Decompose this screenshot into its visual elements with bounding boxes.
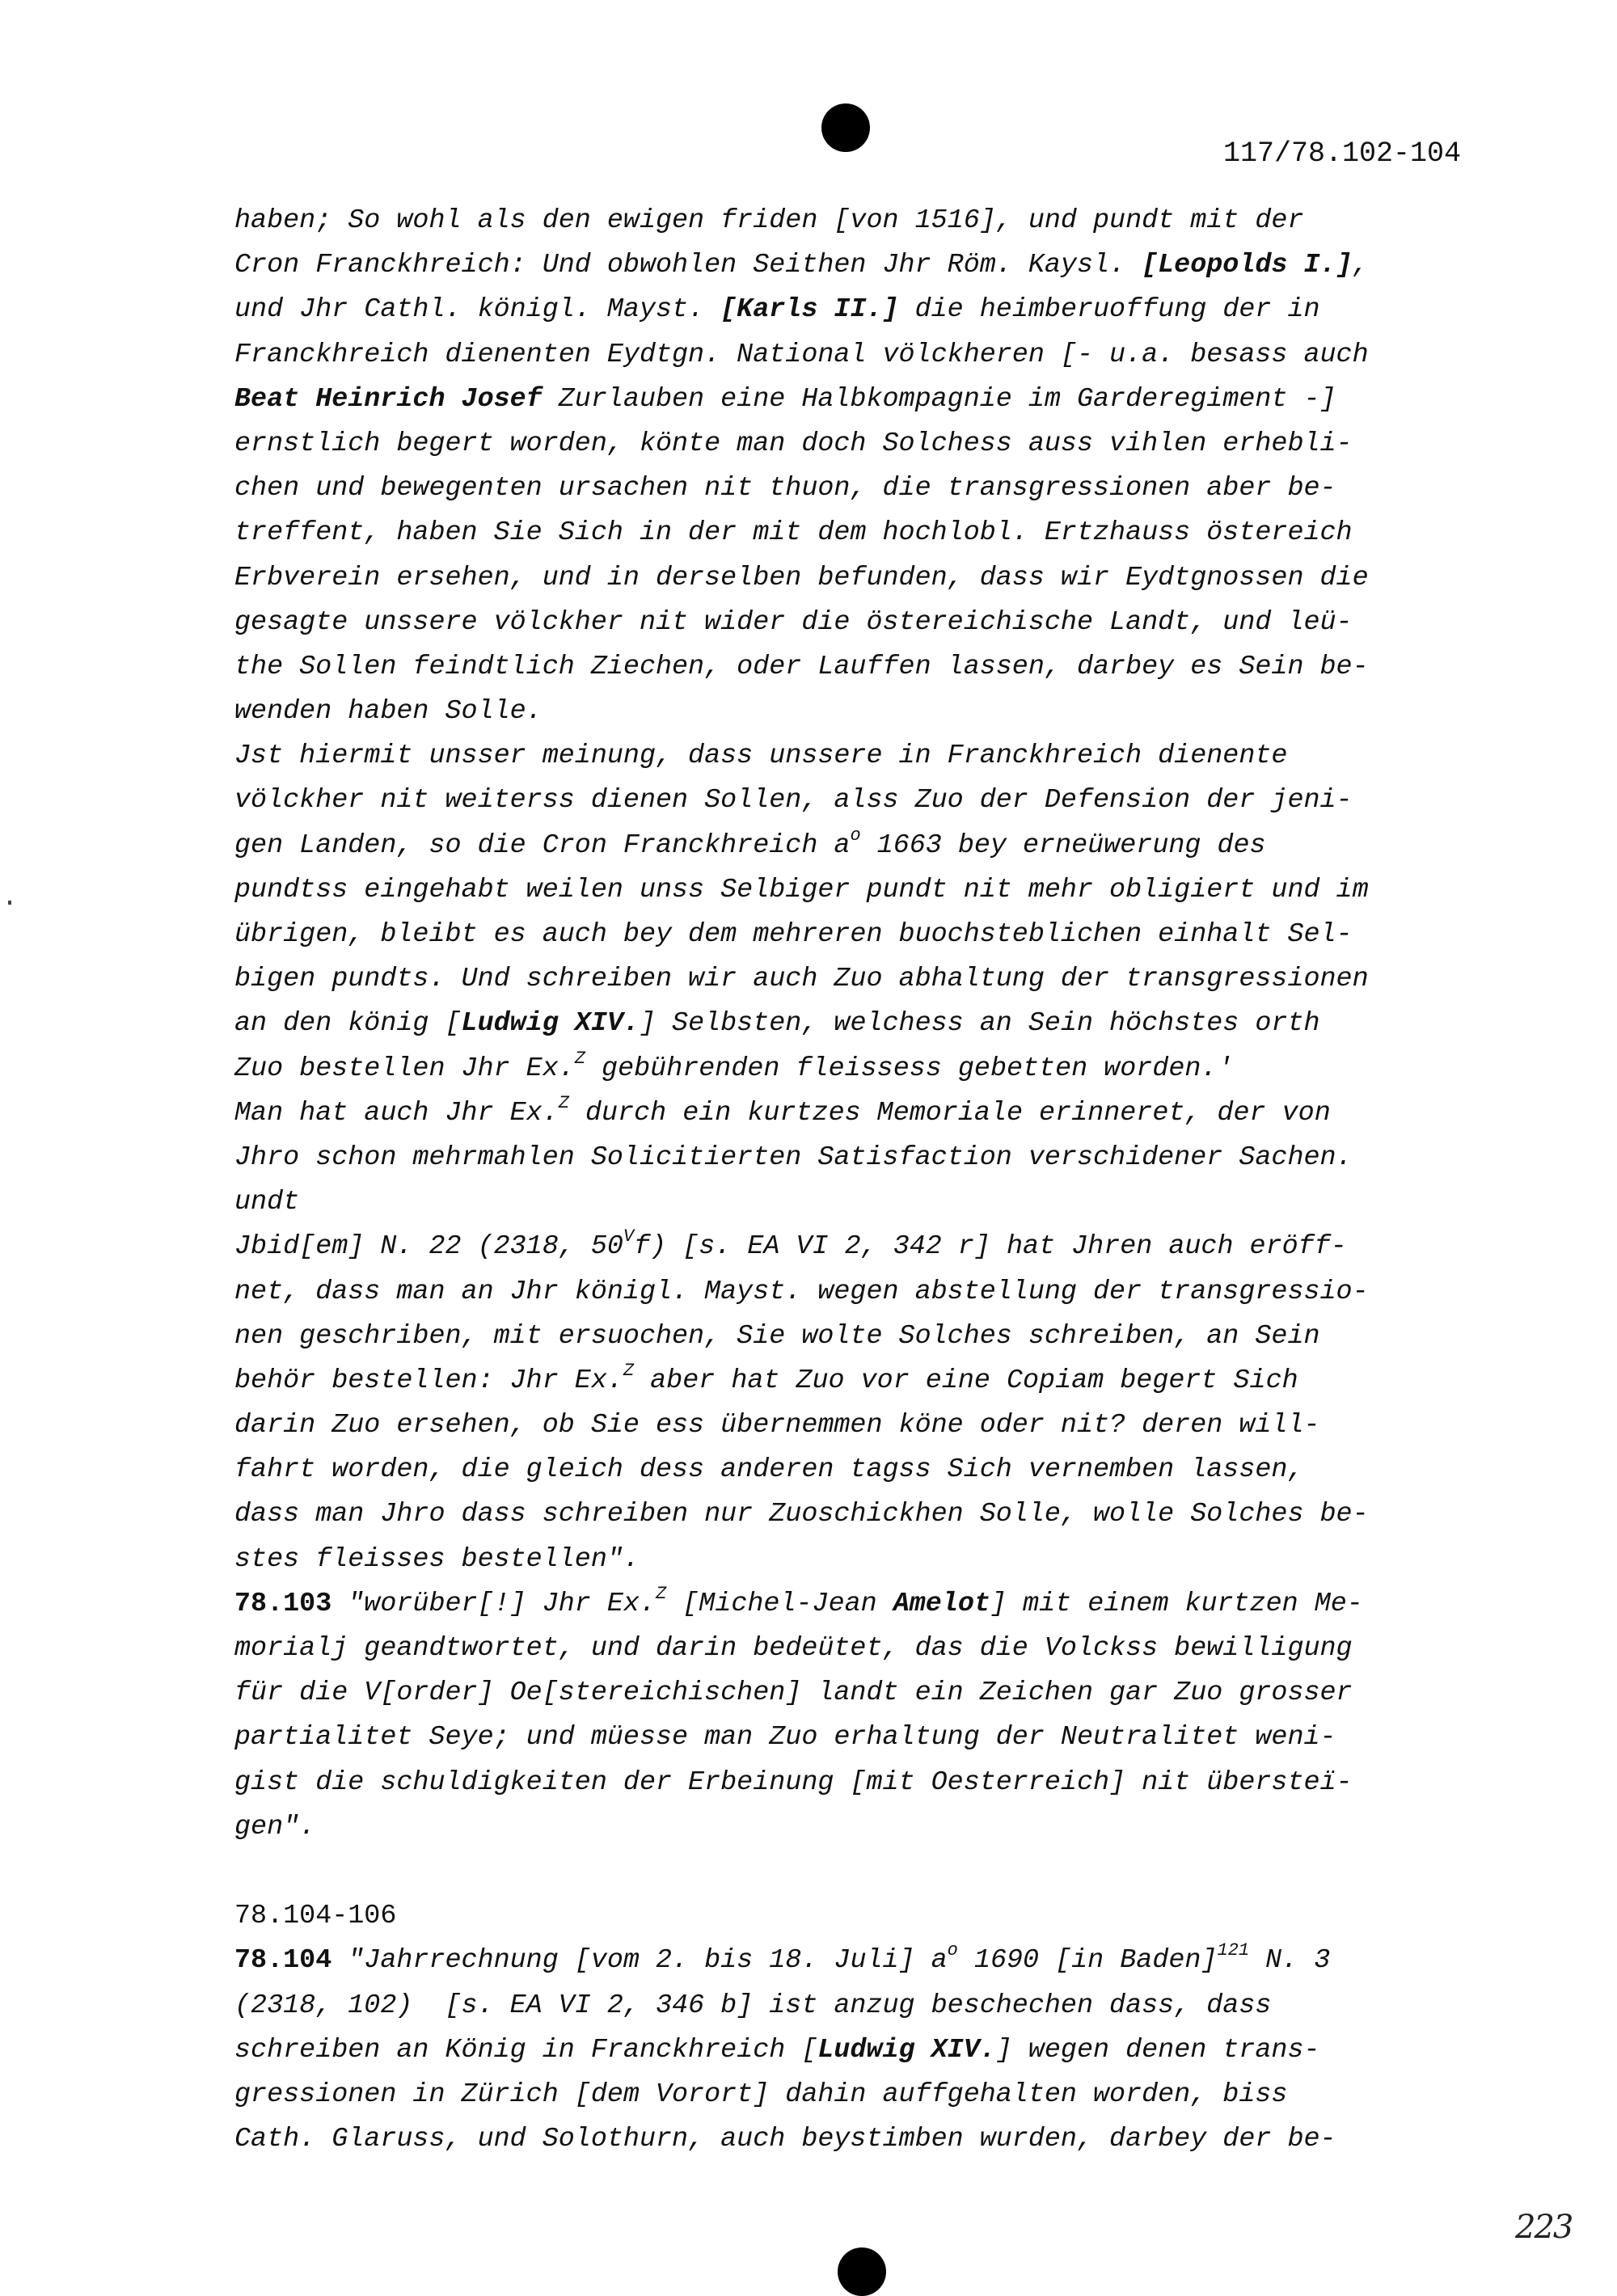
text-line: und Jhr Cathl. königl. Mayst. [Karls II.] die heimberuoffung der in	[234, 294, 1320, 326]
text-line: gen".	[234, 1811, 316, 1842]
bold-name: Ludwig XIV.	[817, 2034, 996, 2066]
text-line: Zuo bestellen Jhr Ex.$^Z$ gebührenden fleissess gebetten worden.'	[234, 1048, 1234, 1084]
text-line: pundtss eingehabt weilen unss Selbiger pundt nit mehr obligiert und im	[234, 874, 1369, 905]
punch-hole-top	[821, 103, 870, 152]
text-line: Cath. Glaruss, und Solothurn, auch beystimben wurden, darbey der be-	[234, 2124, 1336, 2155]
text-line: Erbverein ersehen, und in derselben befunden, dass wir Eydtgnossen die	[234, 562, 1369, 593]
bold-name: [Leopolds I.]	[1142, 250, 1353, 281]
text-line: morialj geandtwortet, und darin bedeütet, das die Volckss bewilligung	[234, 1633, 1353, 1664]
text-line: schreiben an König in Franckhreich [Ludwig XIV.] wegen denen trans-	[234, 2034, 1320, 2066]
text-line: stes fleisses bestellen".	[234, 1543, 640, 1575]
text-line: gressionen in Zürich [dem Vorort] dahin auffgehalten worden, biss	[234, 2079, 1288, 2110]
page-reference: 117/78.102-104	[1222, 137, 1461, 170]
section-heading: 78.104-106	[234, 1901, 397, 1932]
bold-name: Beat Heinrich Josef	[234, 383, 543, 415]
text-line: Man hat auch Jhr Ex.$^Z$ durch ein kurtzes Memoriale erinneret, der von	[234, 1092, 1331, 1129]
text-line: chen und bewegenten ursachen nit thuon, die transgressionen aber be-	[234, 473, 1336, 504]
text-line: an den könig [Ludwig XIV.] Selbsten, welchess an Sein höchstes orth	[234, 1008, 1320, 1040]
text-line: (2318, 102) [s. EA VI 2, 346 b] ist anzug beschechen dass, dass	[234, 1990, 1272, 2021]
text-line: nen geschriben, mit ersuochen, Sie wolte Solches schreiben, an Sein	[234, 1320, 1320, 1352]
text-line: Jst hiermit unsser meinung, dass unssere in Franckhreich dienente	[234, 741, 1288, 772]
text-line: Franckhreich dienenten Eydtgn. National völckheren [- u.a. besass auch	[234, 339, 1369, 370]
text-line: Cron Franckhreich: Und obwohlen Seithen Jhr Röm. Kaysl. [Leopolds I.],	[234, 250, 1369, 281]
text-line: Jhro schon mehrmahlen Solicitierten Satisfaction verschidener Sachen.	[234, 1142, 1353, 1173]
text-line: Jbid[em] N. 22 (2318, $50^Vf$) [s. EA VI 2, 342 r] hat Jhren auch eröff-	[234, 1226, 1347, 1263]
text-line: treffent, haben Sie Sich in der mit dem hochlobl. Ertzhauss östereich	[234, 517, 1353, 549]
text-line: 78.103 "worüber[!] Jhr Ex.$^Z$ [Michel-Jean Amelot] mit einem kurtzen Me-	[234, 1583, 1363, 1619]
text-line: 78.104 "Jahrrechnung [vom 2. bis 18. Juli] $a^o$ 1690 [in Baden]$^{121}$ N. 3	[234, 1940, 1331, 1977]
text-line: für die V[order] Oe[stereichischen] landt ein Zeichen gar Zuo grosser	[234, 1678, 1353, 1709]
text-line: the Sollen feindtlich Ziechen, oder Lauffen lassen, darbey es Sein be-	[234, 651, 1369, 682]
text-line: bigen pundts. Und schreiben wir auch Zuo abhaltung der transgressionen	[234, 964, 1369, 995]
punch-hole-bottom	[838, 2247, 886, 2296]
bold-name: Amelot	[893, 1588, 990, 1619]
text-line: haben; So wohl als den ewigen friden [von 1516], und pundt mit der	[234, 205, 1304, 236]
text-line: partialitet Seye; und müesse man Zuo erhaltung der Neutralitet weni-	[234, 1722, 1336, 1754]
text-line: undt	[234, 1187, 300, 1218]
edge-mark	[8, 901, 11, 905]
body-text	[234, 199, 1496, 2162]
bold-name: [Karls II.]	[720, 294, 899, 326]
text-line: völckher nit weiterss dienen Sollen, alss Zuo der Defension der jeni-	[234, 785, 1353, 817]
entry-number: 78.103	[234, 1588, 332, 1619]
text-line: übrigen, bleibt es auch bey dem mehreren buochsteblichen einhalt Sel-	[234, 919, 1353, 950]
handwritten-page-number: 223	[1515, 2209, 1573, 2246]
text-line: net, dass man an Jhr königl. Mayst. wegen abstellung der transgressio-	[234, 1276, 1369, 1307]
text-line: gen Landen, so die Cron Franckhreich $a^o$ 1663 bey erneüwerung des	[234, 825, 1266, 861]
blank-line	[234, 1850, 1496, 1894]
text-line: gist die schuldigkeiten der Erbeinung [mit Oesterreich] nit übersteï-	[234, 1766, 1353, 1798]
text-line: fahrt worden, die gleich dess anderen tagss Sich vernemben lassen,	[234, 1454, 1304, 1486]
bold-name: Ludwig XIV.	[461, 1008, 640, 1040]
text-line: gesagte unssere völckher nit wider die östereichische Landt, und leü-	[234, 606, 1353, 638]
text-line: darin Zuo ersehen, ob Sie ess übernemmen köne oder nit? deren will-	[234, 1410, 1320, 1441]
text-line: Beat Heinrich Josef Zurlauben eine Halbkompagnie im Garderegiment -]	[234, 383, 1336, 415]
text-line: wenden haben Solle.	[234, 696, 543, 728]
text-line: ernstlich begert worden, könte man doch Solchess auss vihlen erhebli-	[234, 428, 1353, 459]
text-line: behör bestellen: Jhr Ex.$^Z$ aber hat Zuo vor eine Copiam begert Sich	[234, 1360, 1298, 1396]
text-line: dass man Jhro dass schreiben nur Zuoschickhen Solle, wolle Solches be-	[234, 1499, 1369, 1530]
entry-number: 78.104	[234, 1945, 332, 1977]
